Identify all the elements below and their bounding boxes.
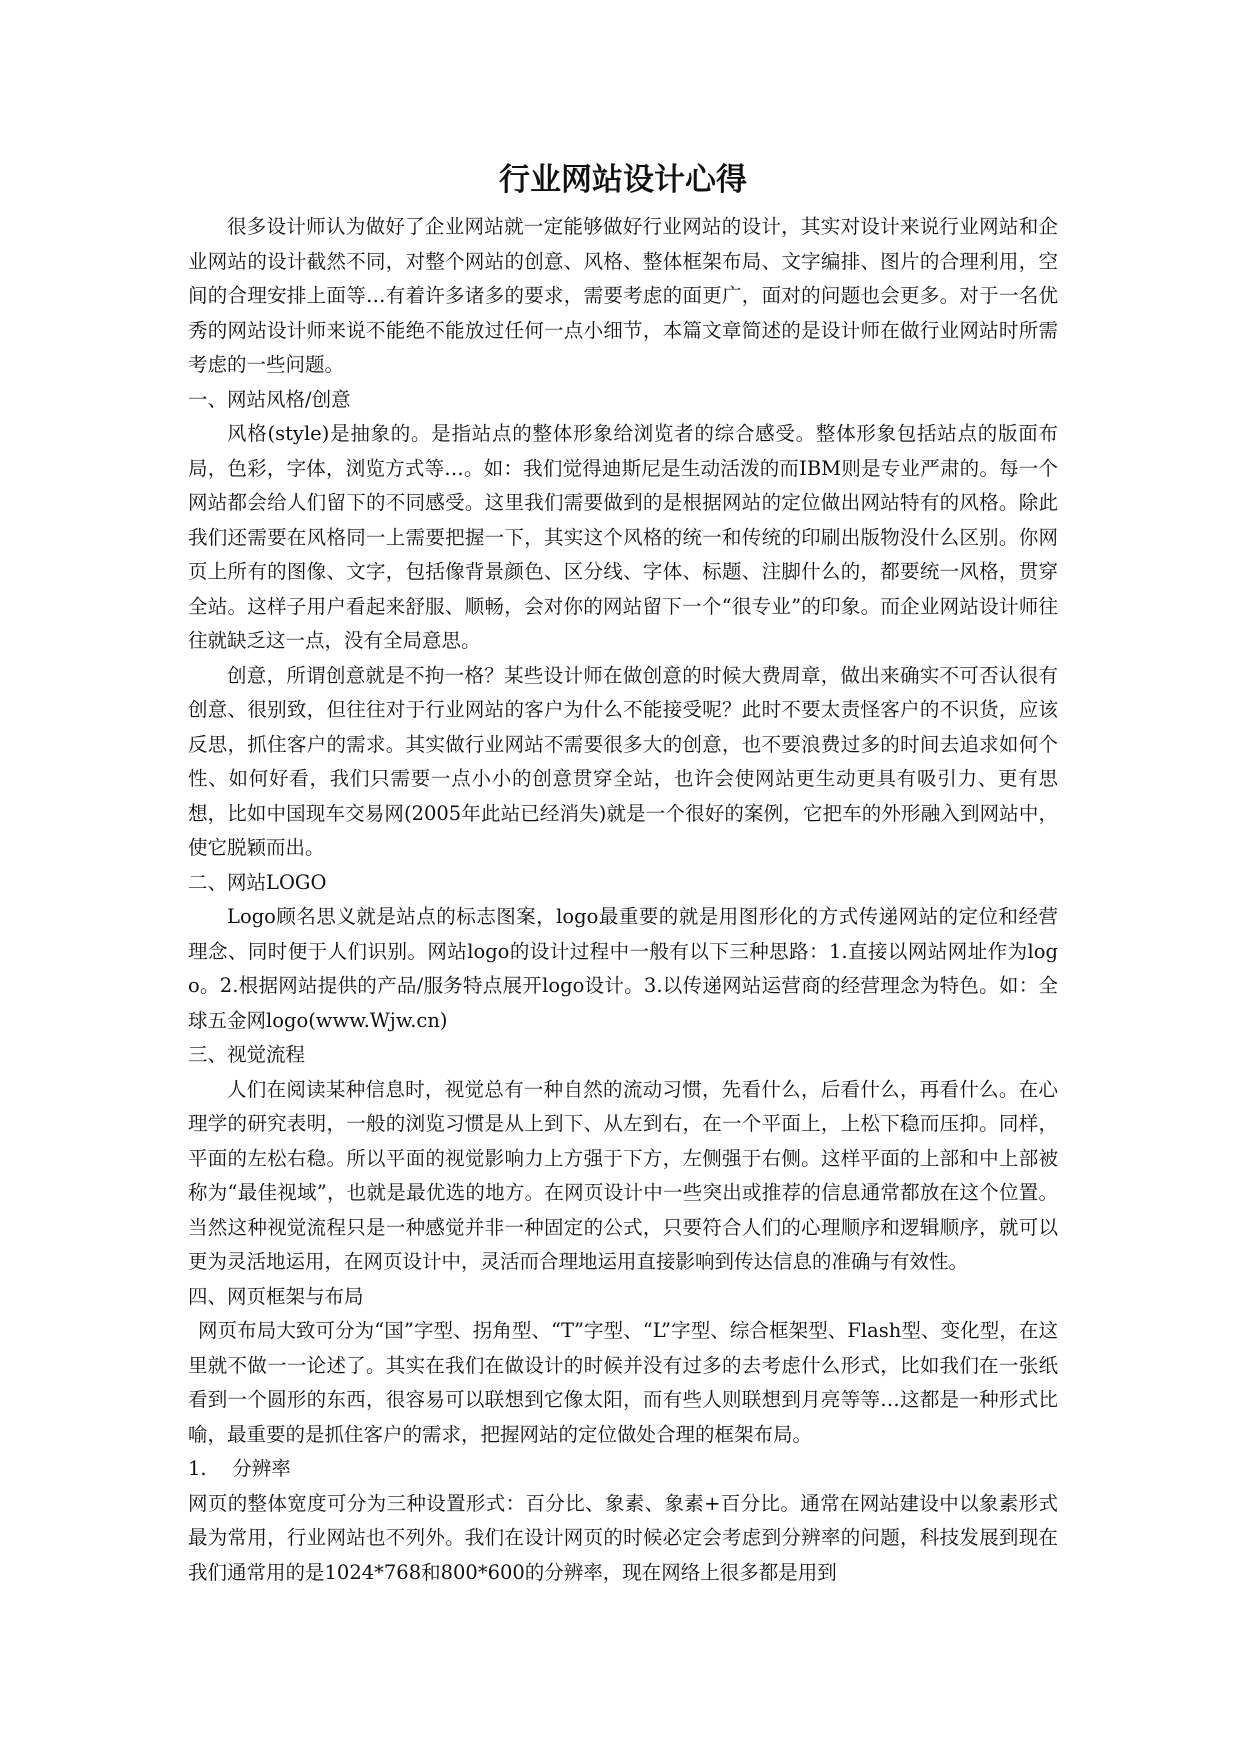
paragraph-resolution: 网页的整体宽度可分为三种设置形式：百分比、象素、象素+百分比。通常在网站建设中以象素形式最为常用，行业网站也不列外。我们在设计网页的时候必定会考虑到分辨率的问题，科技发展到现在我们通常用的是1024*768和800*600的分辨率，现在网络上很多都是用到 (188, 1491, 1058, 1584)
paragraph-style: 风格(style)是抽象的。是指站点的整体形象给浏览者的综合感受。整体形象包括站点的版面布局，色彩，字体，浏览方式等…。如：我们觉得迪斯尼是生动活泼的而IBM则是专业严肃的。每一个网站都会给人们留下的不同感受。这里我们需要做到的是根据网站的定位做出网站特有的风格。除此我们还需要在风格同一上需要把握一下，其实这个风格的统一和传统的印刷出版物没什么区别。你网页上所有的图像、文字，包括像背景颜色、区分线、字体、标题、注脚什么的，都要统一风格，贯穿全站。这样子用户看起来舒服、顺畅，会对你的网站留下一个“很专业”的印象。而企业网站设计师往往就缺乏这一点，没有全局意思。 (188, 422, 1058, 652)
section-heading-logo: 二、网站LOGO (188, 870, 327, 894)
intro-paragraph: 很多设计师认为做好了企业网站就一定能够做好行业网站的设计，其实对设计来说行业网站和企业网站的设计截然不同，对整个网站的创意、风格、整体框架布局、文字编排、图片的合理利用，空间的合理安排上面等…有着许多诸多的要求，需要考虑的面更广，面对的问题也会更多。对于一名优秀的网站设计师来说不能绝不能放过任何一点小细节，本篇文章简述的是设计师在做行业网站时所需考虑的一些问题。 (188, 215, 1058, 376)
paragraph-layout: 网页布局大致可分为“国”字型、拐角型、“T”字型、“L”字型、综合框架型、Flash型、变化型，在这里就不做一一论述了。其实在我们在做设计的时候并没有过多的去考虑什么形式，比如我们在一张纸看到一个圆形的东西，很容易可以联想到它像太阳，而有些人则联想到月亮等等…这都是一种形式比喻，最重要的是抓住客户的需求，把握网站的定位做处合理的框架布局。 (188, 1319, 1058, 1446)
paragraph-logo: Logo顾名思义就是站点的标志图案，logo最重要的就是用图形化的方式传递网站的定位和经营理念、同时便于人们识别。网站logo的设计过程中一般有以下三种思路：1.直接以网站网址作为logo。2.根据网站提供的产品/服务特点展开logo设计。3.以传递网站运营商的经营理念为特色。如：全球五金网logo(www.Wjw.cn) (188, 905, 1058, 1032)
section-heading-visual-flow: 三、视觉流程 (188, 1043, 306, 1066)
document-title: 行业网站设计心得 (499, 162, 747, 198)
paragraph-creativity: 创意，所谓创意就是不拘一格？某些设计师在做创意的时候大费周章，做出来确实不可否认很有创意、很别致，但往往对于行业网站的客户为什么不能接受呢？此时不要太责怪客户的不识货，应该反思，抓住客户的需求。其实做行业网站不需要很多大的创意，也不要浪费过多的时间去追求如何个性、如何好看，我们只需要一点小小的创意贯穿全站，也许会使网站更生动更具有吸引力、更有思想，比如中国现车交易网(2005年此站已经消失)就是一个很好的案例，它把车的外形融入到网站中，使它脱颖而出。 (188, 663, 1058, 859)
section-heading-layout: 四、网页框架与布局 (188, 1284, 364, 1308)
section-heading-style: 一、网站风格/创意 (188, 387, 351, 411)
document-body (188, 210, 1058, 1590)
subsection-heading-resolution: 1. 分辨率 (188, 1457, 291, 1480)
paragraph-visual-flow: 人们在阅读某种信息时，视觉总有一种自然的流动习惯，先看什么，后看什么，再看什么。在心理学的研究表明，一般的浏览习惯是从上到下、从左到右，在一个平面上，上松下稳而压抑。同样，平面的左松右稳。所以平面的视觉影响力上方强于下方，左侧强于右侧。这样平面的上部和中上部被称为“最佳视域”，也就是最优选的地方。在网页设计中一些突出或推荐的信息通常都放在这个位置。当然这种视觉流程只是一种感觉并非一种固定的公式，只要符合人们的心理顺序和逻辑顺序，就可以更为灵活地运用，在网页设计中，灵活而合理地运用直接影响到传达信息的准确与有效性。 (188, 1077, 1058, 1273)
